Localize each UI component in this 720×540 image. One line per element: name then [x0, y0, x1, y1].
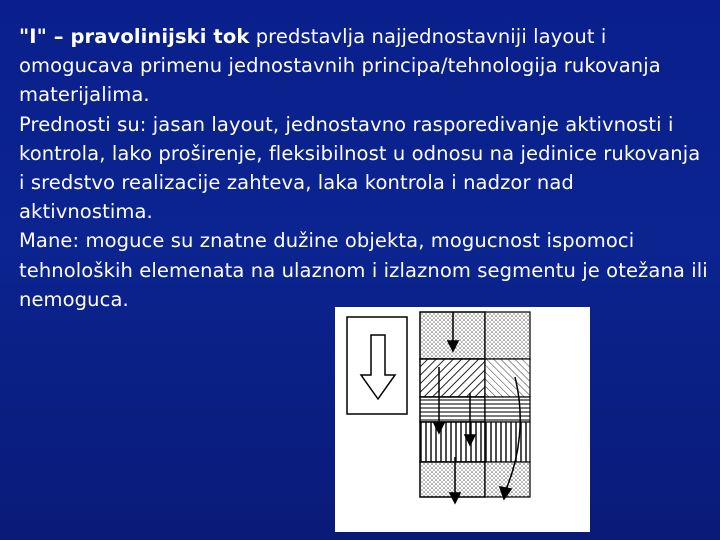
paragraph-disadvantages: Mane: moguce su znatne dužine objekta, mogucnost ispomoci tehnoloških elemenata na ulaznom i izlaznom segmentu je otežana ili nemoguca.: [19, 229, 708, 311]
zone-right-hatch: [485, 359, 530, 397]
zone-diagonal: [420, 359, 485, 397]
paragraph-advantages: Prednosti su: jasan layout, jednostavno rasporedivanje aktivnosti i kontrola, lako proširenje, fleksibilnost u odnosu na jedinice rukovanja i sredstvo realizacije zahteva, laka kontrola i nadzor nad aktivnostima.: [19, 112, 701, 224]
zone-right-vertical: [485, 422, 530, 462]
zone-vertical: [420, 422, 485, 462]
zone-right-dotted: [485, 312, 530, 359]
i-flow-layout-diagram: [335, 307, 590, 532]
zone-horizontal: [420, 397, 485, 422]
term-i-flow: "I" – pravolinijski tok: [19, 25, 250, 48]
zone-right-horizontal: [485, 397, 530, 422]
zone-dotted-bottom: [420, 462, 485, 497]
slide-body: [19, 22, 709, 314]
layout-diagram-icon: [335, 307, 590, 532]
definition-text: predstavlja najjednostavniji layout i omogucava primenu jednostavnih principa/tehnologija rukovanja materijalima.: [19, 25, 661, 107]
paragraph-definition: [19, 22, 709, 110]
